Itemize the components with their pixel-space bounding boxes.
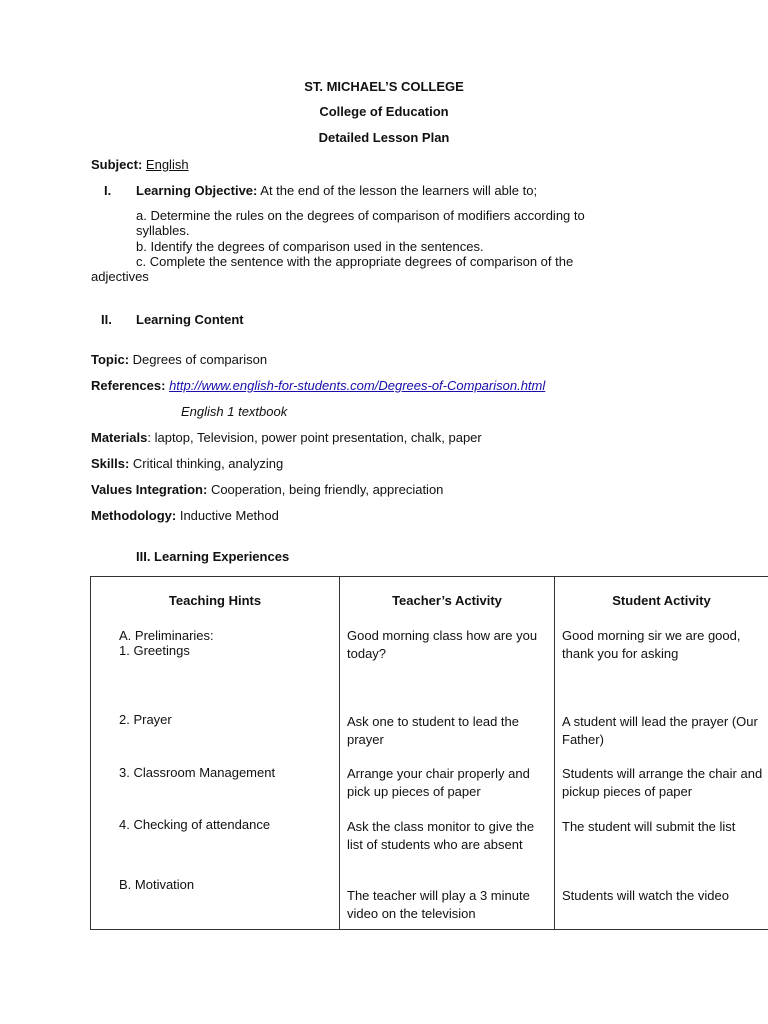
objective-a-line1: a. Determine the rules on the degrees of comparison of modifiers according to bbox=[136, 208, 585, 223]
methodology-value: Inductive Method bbox=[179, 508, 279, 523]
topic-label: Topic: bbox=[91, 352, 130, 367]
section-2-numeral: II. bbox=[101, 312, 112, 327]
table-border-top bbox=[90, 576, 768, 577]
reference-book: English 1 textbook bbox=[181, 404, 288, 419]
learning-experiences-heading: III. Learning Experiences bbox=[136, 549, 290, 564]
skills-value: Critical thinking, analyzing bbox=[132, 456, 284, 471]
header-teaching-hints: Teaching Hints bbox=[168, 593, 262, 608]
hint-greetings: 1. Greetings bbox=[119, 643, 190, 658]
table-divider-2 bbox=[554, 576, 555, 930]
document-title: Detailed Lesson Plan bbox=[318, 130, 450, 145]
college-name: ST. MICHAEL’S COLLEGE bbox=[304, 79, 464, 94]
values-label: Values Integration: bbox=[91, 482, 208, 497]
objective-c-line1: c. Complete the sentence with the appropriate degrees of comparison of the bbox=[136, 254, 574, 269]
table-border-left bbox=[90, 576, 91, 930]
learning-objective-label: Learning Objective: bbox=[136, 183, 258, 198]
objective-b: b. Identify the degrees of comparison used in the sentences. bbox=[136, 239, 484, 254]
topic-value: Degrees of comparison bbox=[132, 352, 268, 367]
section-1-numeral: I. bbox=[104, 183, 112, 198]
materials-label: Materials bbox=[91, 430, 148, 445]
skills-line bbox=[91, 456, 283, 471]
hint-checking-attendance: 4. Checking of attendance bbox=[119, 817, 271, 832]
objective-a-line2: syllables. bbox=[136, 223, 190, 238]
subject-value: English bbox=[145, 157, 189, 172]
learning-content-heading: Learning Content bbox=[136, 312, 244, 327]
learning-objective-intro: At the end of the lesson the learners will able to; bbox=[260, 183, 538, 198]
references-line bbox=[91, 378, 545, 393]
materials-line bbox=[91, 430, 482, 445]
table-border-bottom bbox=[90, 929, 768, 930]
hint-prayer: 2. Prayer bbox=[119, 712, 172, 727]
hint-preliminaries: A. Preliminaries: bbox=[119, 628, 214, 643]
methodology-line bbox=[91, 508, 279, 523]
skills-label: Skills: bbox=[91, 456, 130, 471]
reference-link[interactable]: http://www.english-for-students.com/Degrees-of-Comparison.html bbox=[169, 378, 546, 393]
teacher-prayer: Ask one to student to lead the prayer bbox=[347, 714, 520, 747]
teacher-classroom-management: Arrange your chair properly and pick up pieces of paper bbox=[347, 766, 530, 799]
references-label: References: bbox=[91, 378, 166, 393]
student-greeting: Good morning sir we are good, thank you for asking bbox=[562, 628, 741, 661]
hint-classroom-management: 3. Classroom Management bbox=[119, 765, 276, 780]
teacher-attendance: Ask the class monitor to give the list of students who are absent bbox=[347, 819, 535, 852]
subject-label: Subject: bbox=[91, 157, 143, 172]
values-line bbox=[91, 482, 443, 497]
hint-motivation: B. Motivation bbox=[119, 877, 195, 892]
student-prayer: A student will lead the prayer (Our Father) bbox=[562, 714, 758, 747]
objective-c-line2: adjectives bbox=[91, 269, 149, 284]
header-teachers-activity: Teacher’s Activity bbox=[392, 593, 502, 608]
learning-objective-line bbox=[136, 183, 537, 198]
student-motivation: Students will watch the video bbox=[562, 888, 729, 903]
student-attendance: The student will submit the list bbox=[562, 819, 736, 834]
header-student-activity: Student Activity bbox=[612, 593, 711, 608]
table-divider-1 bbox=[339, 576, 340, 930]
student-classroom-management: Students will arrange the chair and pickup pieces of paper bbox=[562, 766, 763, 799]
topic-line bbox=[91, 352, 267, 367]
teacher-greeting: Good morning class how are you today? bbox=[347, 628, 538, 661]
values-value: Cooperation, being friendly, appreciation bbox=[210, 482, 444, 497]
subject-line bbox=[91, 157, 189, 172]
materials-value: : laptop, Television, power point presentation, chalk, paper bbox=[147, 430, 482, 445]
department-name: College of Education bbox=[319, 104, 449, 119]
teacher-motivation: The teacher will play a 3 minute video on the television bbox=[347, 888, 530, 921]
methodology-label: Methodology: bbox=[91, 508, 177, 523]
